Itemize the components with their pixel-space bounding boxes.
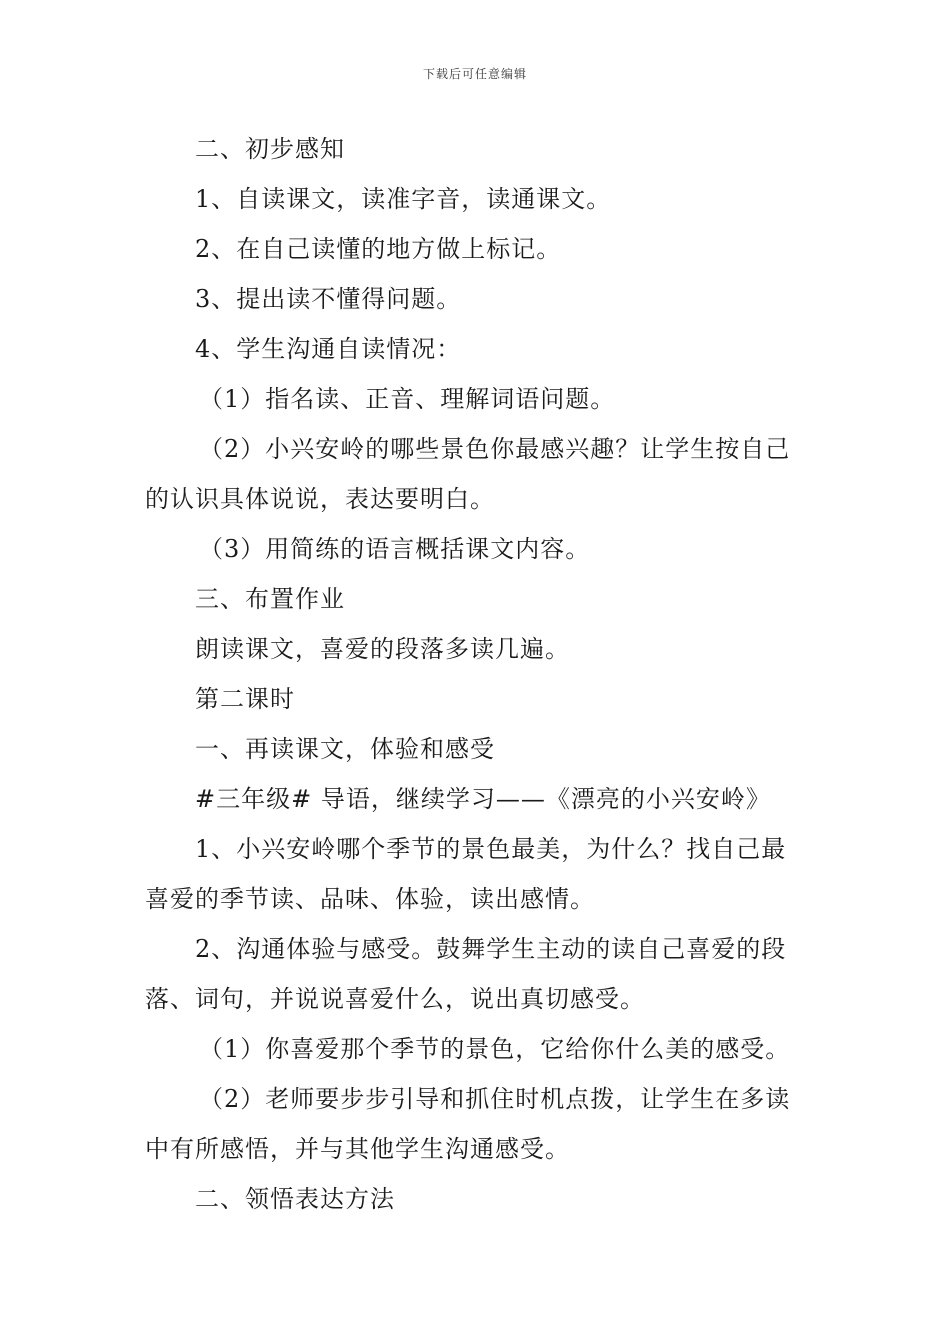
list-item: 3、提出读不懂得问题。 [195, 285, 462, 313]
sub-list-item: （2）老师要步步引导和抓住时机点拨，让学生在多读 [199, 1085, 791, 1113]
lesson-heading-second: 第二课时 [195, 685, 295, 713]
paragraph-continuation: 的认识具体说说，表达要明白。 [145, 485, 495, 513]
paragraph: 朗读课文，喜爱的段落多读几遍。 [195, 635, 570, 663]
sub-list-item: （1）指名读、正音、理解词语问题。 [199, 385, 616, 413]
list-item: 2、在自己读懂的地方做上标记。 [195, 235, 562, 263]
list-item: 1、自读课文，读准字音，读通课文。 [195, 185, 612, 213]
paragraph-continuation: 落、词句，并说说喜爱什么，说出真切感受。 [145, 985, 645, 1013]
document-body [145, 124, 810, 1224]
list-item: 2、沟通体验与感受。鼓舞学生主动的读自己喜爱的段 [195, 935, 787, 963]
paragraph: #三年级# 导语，继续学习——《漂亮的小兴安岭》 [195, 785, 771, 813]
paragraph-continuation: 喜爱的季节读、品味、体验，读出感情。 [145, 885, 595, 913]
section-heading-expression: 二、领悟表达方法 [195, 1185, 395, 1213]
section-heading-initial-perception: 二、初步感知 [195, 135, 345, 163]
section-heading-homework: 三、布置作业 [195, 585, 345, 613]
sub-list-item: （2）小兴安岭的哪些景色你最感兴趣？让学生按自己 [199, 435, 791, 463]
sub-list-item: （1）你喜爱那个季节的景色，它给你什么美的感受。 [199, 1035, 791, 1063]
paragraph-continuation: 中有所感悟，并与其他学生沟通感受。 [145, 1135, 570, 1163]
section-heading-reread: 一、再读课文，体验和感受 [195, 735, 495, 763]
list-item: 1、小兴安岭哪个季节的景色最美，为什么？找自己最 [195, 835, 787, 863]
list-item: 4、学生沟通自读情况： [195, 335, 462, 363]
page-header: 下载后可任意编辑 [422, 67, 527, 81]
sub-list-item: （3）用简练的语言概括课文内容。 [199, 535, 591, 563]
